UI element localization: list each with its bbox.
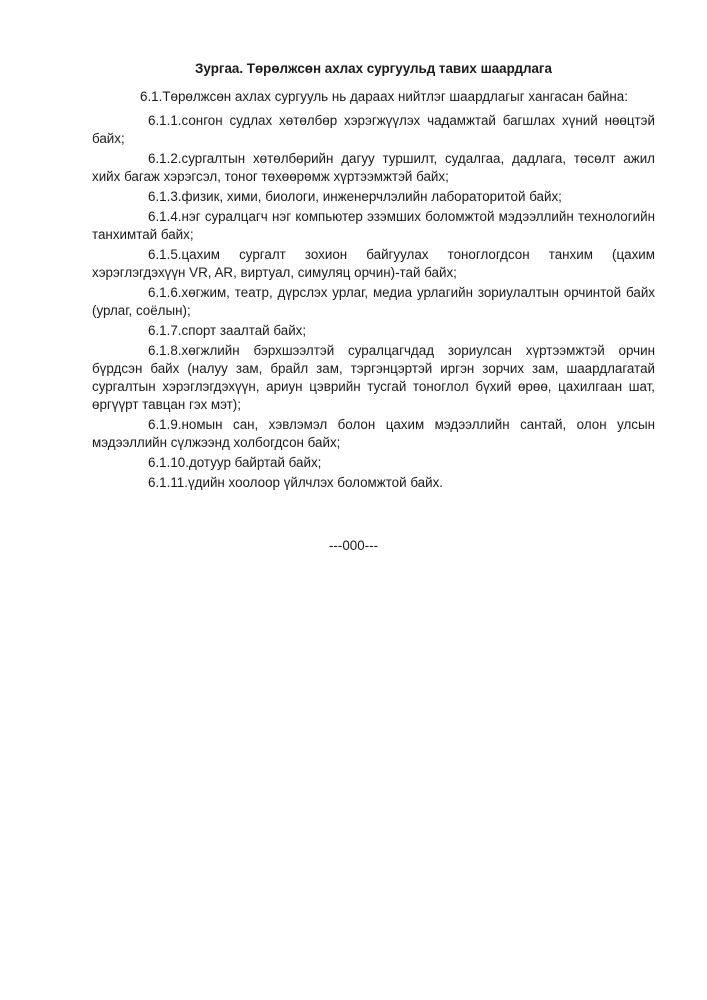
list-item-6-1-2: 6.1.2.сургалтын хөтөлбөрийн дагуу туршилт, судалгаа, дадлага, төсөлт ажил хийх багаж хэрэгсэл, тоног төхөөрөмж хүртээмжтэй байх; <box>92 151 655 184</box>
list-item-6-1-5: 6.1.5.цахим сургалт зохион байгуулах тоноглогдсон танхим (цахим хэрэглэгдэхүүн VR, AR, виртуал, симуляц орчин)-тай байх; <box>92 247 655 280</box>
closing-mark: ---000--- <box>328 538 379 553</box>
list-item-6-1-6: 6.1.6.хөгжим, театр, дүрслэх урлаг, медиа урлагийн зориулалтын орчинтой байх (урлаг, соёлын); <box>92 285 655 318</box>
list-item-6-1-11: 6.1.11.үдийн хоолоор үйлчлэх боломжтой байх. <box>148 475 444 490</box>
list-item-6-1-10: 6.1.10.дотуур байртай байх; <box>148 455 322 470</box>
list-item-6-1-9: 6.1.9.номын сан, хэвлэмэл болон цахим мэдээллийн сантай, олон улсын мэдээллийн сүлжээнд холбогдсон байх; <box>92 417 655 450</box>
section-title: Зургаа. Төрөлжсөн ахлах сургуульд тавих шаардлага <box>195 61 552 76</box>
list-item-6-1-1: 6.1.1.сонгон судлах хөтөлбөр хэрэгжүүлэх чадамжтай багшлах хүний нөөцтэй байх; <box>92 113 655 146</box>
list-item-6-1-3: 6.1.3.физик, хими, биологи, инженерчлэлийн лабораторитой байх; <box>148 189 562 204</box>
list-item-6-1-8: 6.1.8.хөгжлийн бэрхшээлтэй суралцагчдад зориулсан хүртээмжтэй орчин бүрдсэн байх (налуу зам, брайл зам, тэргэнцэртэй иргэн зорчих зам, шаардлагатай сургалтын хэрэглэгдэхүүн, ариун цэврийн тусгай тоноглол бүхий өрөө, цахилгаан шат, өргүүрт тавцан гэх мэт); <box>92 343 655 412</box>
list-item-6-1-4: 6.1.4.нэг суралцагч нэг компьютер эзэмших боломжтой мэдээллийн технологийн танхимтай байх; <box>92 209 655 242</box>
lead-paragraph: 6.1.Төрөлжсөн ахлах сургууль нь дараах нийтлэг шаардлагыг хангасан байна: <box>140 89 628 104</box>
document-body <box>92 60 655 494</box>
list-item-6-1-7: 6.1.7.спорт заалтай байх; <box>148 323 307 338</box>
